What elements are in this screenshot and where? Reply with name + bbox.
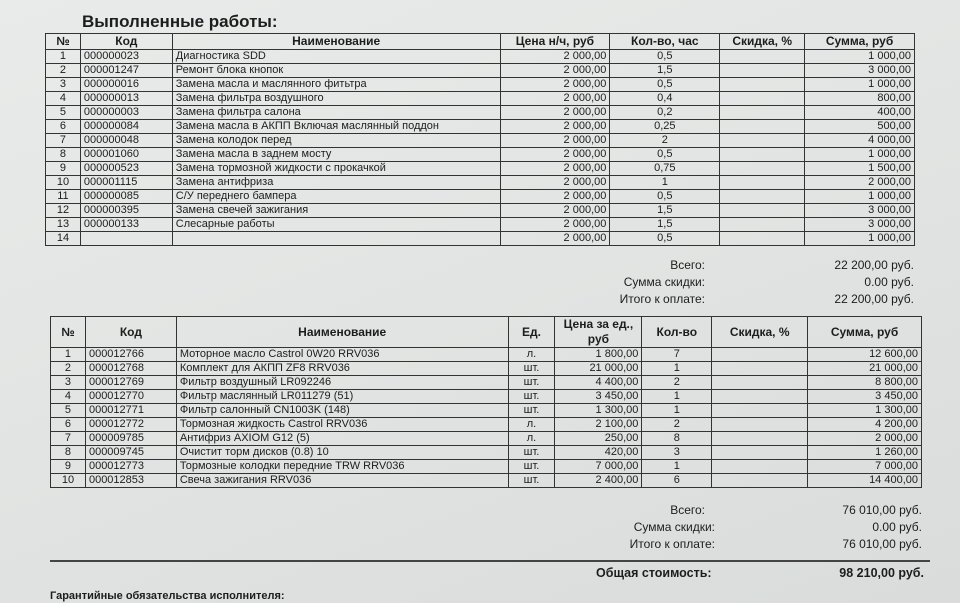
table-cell (712, 348, 808, 362)
table-cell (720, 78, 805, 92)
table-cell: 2 (46, 64, 81, 78)
table-cell: 3 450,00 (808, 390, 922, 404)
works-discount-label: Сумма скидки: (623, 275, 705, 289)
table-cell: 2 (51, 362, 86, 376)
table-cell: 3 000,00 (805, 218, 915, 232)
table-row (46, 120, 915, 134)
table-cell: л. (508, 348, 555, 362)
table-cell: 2 (642, 376, 712, 390)
table-cell: 3 450,00 (555, 390, 642, 404)
table-cell (712, 362, 808, 376)
table-cell: 4 (51, 390, 86, 404)
table-cell: 7 (46, 134, 81, 148)
table-cell: Антифриз AXIOM G12 (5) (176, 432, 508, 446)
table-cell: 9 (46, 162, 81, 176)
table-cell: 000000013 (80, 92, 172, 106)
table-cell (720, 120, 805, 134)
table-cell: Замена тормозной жидкости с прокачкой (172, 162, 500, 176)
table-cell: Тормозная жидкость Castrol RRV036 (176, 418, 508, 432)
table-cell: 2 400,00 (555, 474, 642, 488)
column-header: Код (80, 34, 172, 50)
table-cell (712, 376, 808, 390)
parts-table (50, 316, 922, 488)
table-cell: 000001247 (80, 64, 172, 78)
table-row (46, 50, 915, 64)
table-cell: Диагностика SDD (172, 50, 500, 64)
column-header: № (51, 317, 86, 348)
column-header: Наименование (176, 317, 508, 348)
table-cell (720, 176, 805, 190)
table-cell: 2 100,00 (555, 418, 642, 432)
table-cell: 4 000,00 (805, 134, 915, 148)
table-cell: 2 (642, 418, 712, 432)
table-cell: 0,4 (610, 92, 720, 106)
table-cell (720, 162, 805, 176)
column-header: Скидка, % (712, 317, 808, 348)
table-cell: 000001060 (80, 148, 172, 162)
table-cell: 4 200,00 (808, 418, 922, 432)
table-cell: Замена свечей зажигания (172, 204, 500, 218)
table-cell: 0,25 (610, 120, 720, 134)
parts-due: 76 010,00 руб. (842, 537, 922, 551)
table-cell: 1,5 (610, 218, 720, 232)
divider (50, 560, 930, 562)
table-cell: Комплект для АКПП ZF8 RRV036 (176, 362, 508, 376)
table-cell: 1 (642, 404, 712, 418)
table-cell: 2 000,00 (500, 232, 610, 246)
table-cell: 9 (51, 460, 86, 474)
table-cell: 3 (642, 446, 712, 460)
parts-discount: 0.00 руб. (872, 520, 922, 534)
table-row (51, 474, 922, 488)
table-cell: 000000023 (80, 50, 172, 64)
table-cell: 1 (642, 390, 712, 404)
table-cell: 1 (642, 362, 712, 376)
table-cell: 1 (51, 348, 86, 362)
table-cell: 000012770 (85, 390, 176, 404)
table-cell: 0,5 (610, 232, 720, 246)
table-cell (720, 50, 805, 64)
table-cell: 2 (610, 134, 720, 148)
column-header: Сумма, руб (808, 317, 922, 348)
table-row (51, 418, 922, 432)
table-cell: 2 000,00 (808, 432, 922, 446)
table-cell: шт. (508, 362, 555, 376)
table-row (51, 390, 922, 404)
table-cell: Тормозные колодки передние TRW RRV036 (176, 460, 508, 474)
table-cell: 1 300,00 (808, 404, 922, 418)
table-cell: шт. (508, 460, 555, 474)
table-cell: Замена колодок перед (172, 134, 500, 148)
table-cell: 8 (51, 446, 86, 460)
table-row (46, 78, 915, 92)
table-cell: 000000133 (80, 218, 172, 232)
table-cell: 000000016 (80, 78, 172, 92)
table-cell (720, 148, 805, 162)
table-cell: Слесарные работы (172, 218, 500, 232)
table-row (46, 148, 915, 162)
table-cell: 2 000,00 (500, 78, 610, 92)
table-cell: 000000084 (80, 120, 172, 134)
table-cell (720, 190, 805, 204)
table-cell: 3 000,00 (805, 204, 915, 218)
table-cell: 000012766 (85, 348, 176, 362)
table-row (46, 134, 915, 148)
table-row (46, 204, 915, 218)
table-cell (712, 418, 808, 432)
table-cell: 1 (610, 176, 720, 190)
table-cell: 420,00 (555, 446, 642, 460)
table-cell: 1 260,00 (808, 446, 922, 460)
works-header-row (46, 34, 915, 50)
table-cell: 1 000,00 (805, 232, 915, 246)
table-cell: 800,00 (805, 92, 915, 106)
table-cell: Очистит торм дисков (0.8) 10 (176, 446, 508, 460)
table-cell: шт. (508, 390, 555, 404)
table-cell: 1 000,00 (805, 50, 915, 64)
table-cell (720, 134, 805, 148)
table-cell: 21 000,00 (555, 362, 642, 376)
table-cell: 2 000,00 (500, 92, 610, 106)
parts-discount-label: Сумма скидки: (633, 520, 715, 534)
table-cell: 0,5 (610, 190, 720, 204)
table-row (51, 348, 922, 362)
table-cell: 500,00 (805, 120, 915, 134)
table-cell: 2 000,00 (500, 106, 610, 120)
table-cell (720, 106, 805, 120)
table-cell: 21 000,00 (808, 362, 922, 376)
table-cell: С/У переднего бампера (172, 190, 500, 204)
footer-text: Гарантийные обязательства исполнителя: (50, 590, 285, 602)
table-cell (172, 232, 500, 246)
table-cell: 2 000,00 (500, 134, 610, 148)
table-cell: 2 000,00 (500, 64, 610, 78)
table-cell: 6 (51, 418, 86, 432)
table-cell: 1,5 (610, 64, 720, 78)
table-cell: 12 600,00 (808, 348, 922, 362)
table-cell (712, 432, 808, 446)
table-cell (80, 232, 172, 246)
table-cell (720, 232, 805, 246)
table-cell: 10 (51, 474, 86, 488)
table-cell: Замена фильтра салона (172, 106, 500, 120)
table-row (51, 446, 922, 460)
column-header: № (46, 34, 81, 50)
table-cell (712, 474, 808, 488)
table-cell (712, 390, 808, 404)
table-cell: 0,75 (610, 162, 720, 176)
table-cell: 000000003 (80, 106, 172, 120)
table-cell: 000012771 (85, 404, 176, 418)
table-row (51, 404, 922, 418)
table-cell: 0,5 (610, 78, 720, 92)
column-header: Кол-во, час (610, 34, 720, 50)
table-cell: 0,2 (610, 106, 720, 120)
table-cell: 7 000,00 (808, 460, 922, 474)
table-cell: 4 (46, 92, 81, 106)
table-row (46, 162, 915, 176)
table-cell: 1 800,00 (555, 348, 642, 362)
parts-header-row (51, 317, 922, 348)
table-cell: 3 (51, 376, 86, 390)
table-cell: Фильтр воздушный LR092246 (176, 376, 508, 390)
table-cell: 4 400,00 (555, 376, 642, 390)
table-cell: 2 000,00 (500, 190, 610, 204)
table-cell: 000009745 (85, 446, 176, 460)
table-cell: 8 (642, 432, 712, 446)
table-cell: Замена масла в заднем мосту (172, 148, 500, 162)
table-row (51, 460, 922, 474)
column-header: Скидка, % (720, 34, 805, 50)
table-cell: шт. (508, 446, 555, 460)
table-row (46, 106, 915, 120)
table-cell: 000012768 (85, 362, 176, 376)
column-header: Цена за ед., руб (555, 317, 642, 348)
table-row (46, 232, 915, 246)
table-cell: Замена масла в АКПП Включая маслянный поддон (172, 120, 500, 134)
table-cell: 7 (51, 432, 86, 446)
table-row (46, 190, 915, 204)
grand-total-label: Общая стоимость: (596, 566, 712, 580)
table-cell: 13 (46, 218, 81, 232)
parts-total-label: Всего: (670, 503, 705, 517)
table-cell: 5 (51, 404, 86, 418)
table-cell: 7 (642, 348, 712, 362)
table-cell: 1 000,00 (805, 148, 915, 162)
table-cell: 000001115 (80, 176, 172, 190)
table-cell: 2 000,00 (500, 204, 610, 218)
grand-total: 98 210,00 руб. (839, 566, 924, 580)
table-cell: шт. (508, 474, 555, 488)
table-row (46, 218, 915, 232)
table-cell: Фильтр маслянный LR011279 (51) (176, 390, 508, 404)
table-cell: 000000395 (80, 204, 172, 218)
table-cell: 2 000,00 (500, 148, 610, 162)
table-cell: Свеча зажигания RRV036 (176, 474, 508, 488)
table-cell: 11 (46, 190, 81, 204)
table-cell: 1 (642, 460, 712, 474)
table-cell: 12 (46, 204, 81, 218)
column-header: Код (85, 317, 176, 348)
column-header: Кол-во (642, 317, 712, 348)
table-cell: 000000048 (80, 134, 172, 148)
table-cell (720, 204, 805, 218)
works-due: 22 200,00 руб. (834, 292, 914, 306)
table-cell: 000012853 (85, 474, 176, 488)
table-cell: л. (508, 432, 555, 446)
table-cell: 3 000,00 (805, 64, 915, 78)
table-cell: 000012773 (85, 460, 176, 474)
table-cell: 6 (46, 120, 81, 134)
column-header: Наименование (172, 34, 500, 50)
table-cell: 400,00 (805, 106, 915, 120)
table-cell (720, 64, 805, 78)
table-cell: 000012772 (85, 418, 176, 432)
table-row (46, 64, 915, 78)
table-cell: 2 000,00 (805, 176, 915, 190)
table-cell: 000012769 (85, 376, 176, 390)
table-cell: 1 000,00 (805, 190, 915, 204)
table-cell: 0,5 (610, 148, 720, 162)
table-cell: 000000523 (80, 162, 172, 176)
column-header: Сумма, руб (805, 34, 915, 50)
table-cell: 2 000,00 (500, 50, 610, 64)
table-cell: 2 000,00 (500, 218, 610, 232)
table-cell: 250,00 (555, 432, 642, 446)
table-cell: 1 500,00 (805, 162, 915, 176)
table-cell (712, 460, 808, 474)
table-cell: 6 (642, 474, 712, 488)
table-row (51, 376, 922, 390)
table-cell: Замена фильтра воздушного (172, 92, 500, 106)
table-cell: 000000085 (80, 190, 172, 204)
table-cell: 14 400,00 (808, 474, 922, 488)
table-cell: 3 (46, 78, 81, 92)
table-row (51, 362, 922, 376)
table-cell (712, 446, 808, 460)
table-cell (712, 404, 808, 418)
table-cell: 2 000,00 (500, 120, 610, 134)
parts-total: 76 010,00 руб. (842, 503, 922, 517)
table-cell: л. (508, 418, 555, 432)
table-row (51, 432, 922, 446)
table-cell: 0,5 (610, 50, 720, 64)
parts-due-label: Итого к оплате: (629, 537, 715, 551)
column-header: Ед. (508, 317, 555, 348)
works-title: Выполненные работы: (82, 12, 278, 31)
table-cell: Моторное масло Castrol 0W20 RRV036 (176, 348, 508, 362)
table-cell: 14 (46, 232, 81, 246)
column-header: Цена н/ч, руб (500, 34, 610, 50)
table-cell: 000009785 (85, 432, 176, 446)
table-cell: Замена масла и маслянного фитьтра (172, 78, 500, 92)
table-row (46, 92, 915, 106)
works-total: 22 200,00 руб. (834, 258, 914, 272)
table-cell (720, 92, 805, 106)
table-cell (720, 218, 805, 232)
table-cell: 2 000,00 (500, 162, 610, 176)
table-cell: 8 800,00 (808, 376, 922, 390)
table-cell: 1 (46, 50, 81, 64)
table-cell: шт. (508, 404, 555, 418)
works-discount: 0.00 руб. (864, 275, 914, 289)
table-cell: Фильтр салонный CN1003K (148) (176, 404, 508, 418)
works-total-label: Всего: (670, 258, 705, 272)
table-cell: 7 000,00 (555, 460, 642, 474)
table-cell: 5 (46, 106, 81, 120)
table-cell: Замена антифриза (172, 176, 500, 190)
table-cell: 10 (46, 176, 81, 190)
table-row (46, 176, 915, 190)
works-table (45, 33, 915, 246)
table-cell: шт. (508, 376, 555, 390)
works-due-label: Итого к оплате: (619, 292, 705, 306)
table-cell: 1 300,00 (555, 404, 642, 418)
table-cell: 2 000,00 (500, 176, 610, 190)
table-cell: Ремонт блока кнопок (172, 64, 500, 78)
table-cell: 1,5 (610, 204, 720, 218)
table-cell: 8 (46, 148, 81, 162)
table-cell: 1 000,00 (805, 78, 915, 92)
